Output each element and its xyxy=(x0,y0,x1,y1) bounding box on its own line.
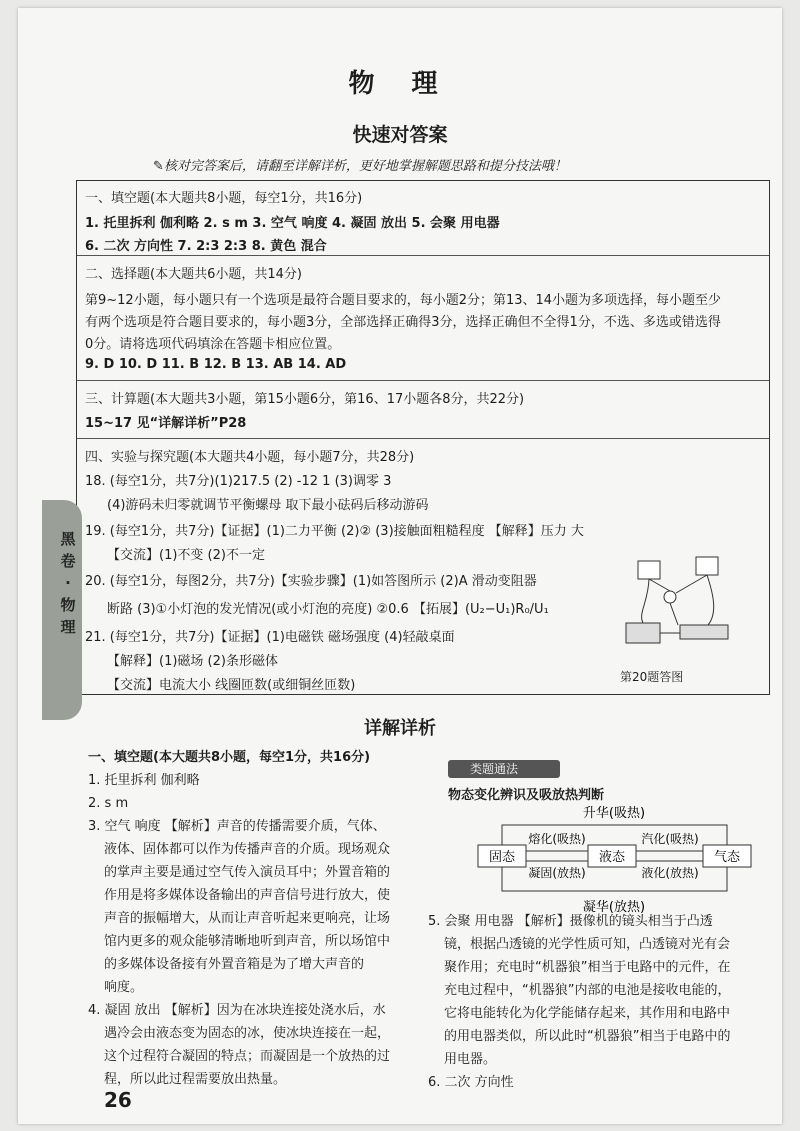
tip-title: 物态变化辨识及吸放热判断 xyxy=(448,788,605,803)
answer-line: 9. D 10. D 11. B 12. B 13. AB 14. AD xyxy=(85,357,347,372)
page-subtitle: 快速对答案 xyxy=(352,124,448,146)
section-fill xyxy=(77,181,769,256)
text-line: 这个过程符合凝固的特点；而凝固是一个放热的过 xyxy=(104,1049,391,1064)
text-line: 3. 空气 响度 【解析】声音的传播需要介质，气体、 xyxy=(88,819,386,834)
text-line: 6. 二次 方向性 xyxy=(428,1075,514,1090)
text-line: 一、填空题(本大题共8小题，每空1分，共16分) xyxy=(88,750,371,765)
text-line: 的多媒体设备接有外置音箱是为了增大声音的 xyxy=(104,957,365,972)
section-choice xyxy=(77,255,769,381)
section-heading: 一、填空题(本大题共8小题，每空1分，共16分) xyxy=(85,191,363,206)
answer-line: 21. (每空1分，共7分)【证据】(1)电磁铁 磁场强度 (4)轻敲桌面 xyxy=(85,630,455,645)
text-line: 1. 托里拆利 伽利略 xyxy=(88,773,200,788)
page-title: 物 理 xyxy=(348,69,452,99)
detail-right-column xyxy=(428,910,768,1094)
instruction-note: ✎核对完答案后，请翻至详解详析，更好地掌握解题思路和提分技法哦！ xyxy=(153,159,567,174)
text-line: 馆内更多的观众能够清晰地听到声音，所以场馆中 xyxy=(104,934,391,949)
text-line: 作用是将多媒体设备输出的声音信号进行放大，使 xyxy=(104,888,391,903)
text-line: 聚作用；充电时“机器狼”相当于电路中的元件，在 xyxy=(444,960,731,975)
page xyxy=(18,8,782,1124)
figure-caption: 第20题答图 xyxy=(620,670,684,684)
answer-line: 【交流】(1)不变 (2)不一定 xyxy=(107,548,265,563)
text-line: 液体、固体都可以作为传播声音的介质。现场观众 xyxy=(104,842,391,857)
section-heading: 三、计算题(本大题共3小题，第15小题6分，第16、17小题各8分，共22分) xyxy=(85,392,525,407)
text-line: 0分。请将选项代码填涂在答题卡相应位置。 xyxy=(85,337,341,352)
text-line: 第9~12小题，每小题只有一个选项是最符合题目要求的，每小题2分；第13、14小题为多项选择，每小题至少 xyxy=(85,293,722,308)
detail-left-column xyxy=(88,746,438,1091)
text-line: 2. s m xyxy=(88,796,129,811)
text-line: 的用电器类似，所以此时“机器狼”相当于电路中的 xyxy=(444,1029,731,1044)
section-calc xyxy=(77,380,769,439)
freeze-label: 凝固(放热) xyxy=(528,866,586,880)
section-heading: 二、选择题(本大题共6小题，共14分) xyxy=(85,267,302,282)
pencil-icon: ✎ xyxy=(153,159,164,174)
text-line: 声音的振幅增大，从而让声音听起来更响亮，让场 xyxy=(104,911,391,926)
solid-label: 固态 xyxy=(488,850,516,865)
liquid-label: 液态 xyxy=(598,850,626,865)
vaporize-label: 汽化(吸热) xyxy=(641,832,699,846)
answer-line: 6. 二次 方向性 7. 2:3 2:3 8. 黄色 混合 xyxy=(85,239,327,254)
deposition-label: 凝华(放热) xyxy=(582,900,646,915)
answer-line: 20. (每空1分，每图2分，共7分)【实验步骤】(1)如答图所示 (2)A 滑动变阻器 xyxy=(85,574,537,589)
text-line: 5. 会聚 用电器 【解析】摄像机的镜头相当于凸透 xyxy=(428,914,713,929)
answer-line: 15~17 见“详解详析”P28 xyxy=(85,416,247,431)
page-number: 26 xyxy=(104,1088,132,1112)
condense-label: 液化(放热) xyxy=(641,866,699,880)
answer-line: (4)游码未归零就调节平衡螺母 取下最小砝码后移动游码 xyxy=(107,498,429,513)
text-line: 它将电能转化为化学能储存起来，其作用和电路中 xyxy=(444,1006,731,1021)
text-line: 有两个选项是符合题目要求的，每小题3分，全部选择正确得3分，选择正确但不全得1分，不选、多选或错选得 xyxy=(85,315,721,330)
answer-line: 18. (每空1分，共7分)(1)217.5 (2) -12 1 (3)调零 3 xyxy=(85,474,392,489)
detail-title: 详解详析 xyxy=(364,718,436,739)
text-line: 4. 凝固 放出 【解析】因为在冰块连接处浇水后，水 xyxy=(88,1003,386,1018)
answer-line: 19. (每空1分，共7分)【证据】(1)二力平衡 (2)② (3)接触面粗糙程度 【解释】压力 大 xyxy=(85,524,584,539)
text-line: 遇冷会由液态变为固态的冰，使冰块连接在一起， xyxy=(104,1026,391,1041)
text-line: 的掌声主要是通过空气传入演员耳中；外置音箱的 xyxy=(104,865,391,880)
side-tab-label: 黑卷·物理 xyxy=(60,530,76,636)
text-line: 充电过程中，“机器狼”内部的电池是接收电能的， xyxy=(444,983,731,998)
answer-line: 【解释】(1)磁场 (2)条形磁体 xyxy=(107,654,278,669)
text-line: 用电器。 xyxy=(444,1052,497,1067)
melt-label: 熔化(吸热) xyxy=(528,832,586,846)
text-line: 响度。 xyxy=(104,980,144,995)
section-heading: 四、实验与探究题(本大题共4小题，每小题7分，共28分) xyxy=(85,450,415,465)
answer-line: 1. 托里拆利 伽利略 2. s m 3. 空气 响度 4. 凝固 放出 5. 会聚 用电器 xyxy=(85,216,500,231)
answer-line: 断路 (3)①小灯泡的发光情况(或小灯泡的亮度) ②0.6 【拓展】(U₂−U₁)R₀/U₁ xyxy=(107,602,549,617)
tip-badge: 类题通法 xyxy=(448,760,560,778)
sublimation-label: 升华(吸热) xyxy=(582,806,646,821)
gas-label: 气态 xyxy=(713,850,741,865)
text-line: 程，所以此过程需要放出热量。 xyxy=(104,1072,287,1087)
text-line: 镜，根据凸透镜的光学性质可知，凸透镜对光有会 xyxy=(444,937,731,952)
state-change-diagram xyxy=(448,803,768,923)
answer-line: 【交流】电流大小 线圈匝数(或细铜丝匝数) xyxy=(107,678,356,693)
circuit-diagram-figure xyxy=(618,553,738,663)
